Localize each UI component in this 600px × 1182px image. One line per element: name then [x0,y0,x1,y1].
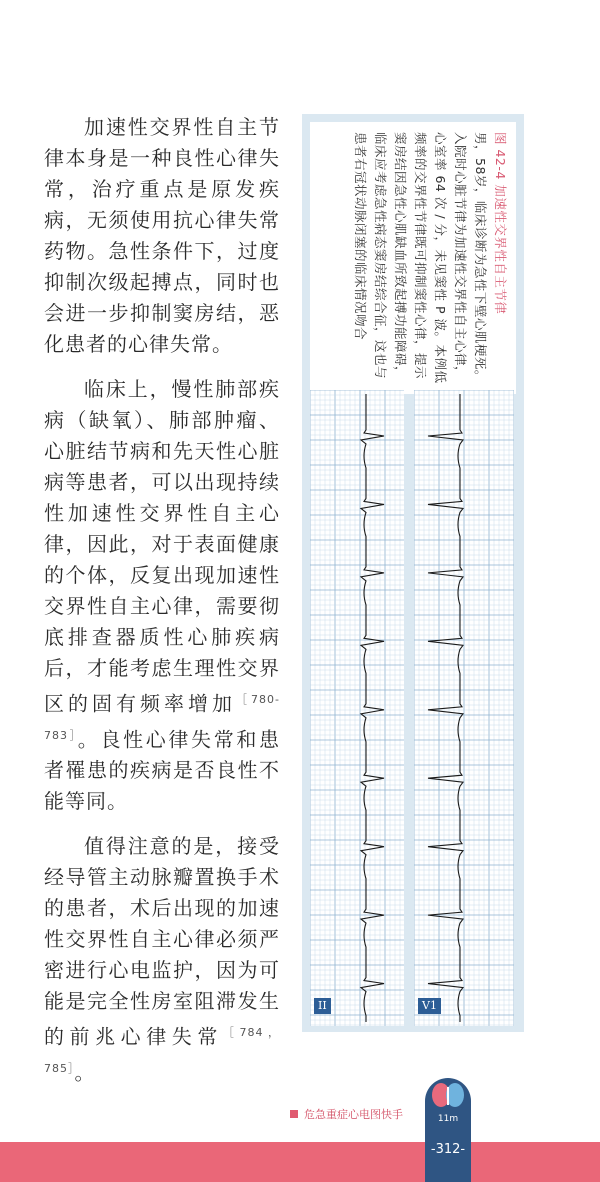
page-number-tab [425,1078,471,1182]
figure-caption [310,122,516,394]
brand-label: 11m [437,1114,459,1124]
ecg-strip-lead-v1 [414,390,514,1026]
butterfly-logo-icon [431,1081,465,1111]
body-text [44,112,280,1103]
ecg-lead-ii-trace [310,390,404,1026]
lead-label-v1: V1 [418,998,441,1014]
book-title-footer [290,1106,403,1122]
paragraph-3-tail: 。 [74,1060,96,1085]
paragraph-3-text: 值得注意的是，接受经导管主动脉瓣置换手术的患者，术后出现的加速性交界性自主心律必须严密进行心电监护，因为可能是完全性房室阻滞发生的前兆心律失常 [44,834,280,1049]
paragraph-2 [44,374,280,817]
reference-780-783[interactable]: ［780-783］ [44,693,280,742]
page-number: -312- [430,1142,466,1157]
paragraph-2-tail: 。良性心律失常和患者罹患的疾病是否良性不能等同。 [44,727,280,814]
ecg-strip-lead-ii [310,390,404,1026]
paragraph-1 [44,112,280,360]
figure-description: 男，58岁，临床诊断为急性下壁心肌梗死。入院时心脏节律为加速性交界性自主心律，心室率 64 次 / 分，未见窦性 P 波。本例低频率的交界性节律既可抑制窦性心律，提示窦房结因急性心肌缺血所致起搏功能障碍，临床应考虑急性病态窦房结综合征，这也与患者右冠状动脉闭塞的临床情况吻合 [353,132,488,384]
figure-caption-box [310,122,516,394]
paragraph-3 [44,831,280,1088]
footer-square-icon [290,1110,298,1118]
book-title: 危急重症心电图快手 [304,1108,403,1121]
ecg-lead-v1-trace [414,390,514,1026]
figure-title: 图 42-4 加速性交界性自主节律 [493,132,508,315]
paragraph-1-text: 加速性交界性自主节律本身是一种良性心律失常，治疗重点是原发疾病，无须使用抗心律失常药物。急性条件下，过度抑制次级起搏点，同时也会进一步抑制窦房结，恶化患者的心律失常。 [44,115,280,356]
figure-42-4-panel [302,114,524,1032]
lead-label-ii: II [314,998,331,1014]
footer-bar [0,1142,600,1182]
paragraph-2-text: 临床上，慢性肺部疾病（缺氧）、肺部肿瘤、心脏结节病和先天性心脏病等患者，可以出现持续性加速性交界性自主心律，因此，对于表面健康的个体，反复出现加速性交界性自主心律，需要彻底排查器质性心肺疾病后，才能考虑生理性交界区的固有频率增加 [44,377,280,716]
reference-784-785[interactable]: ［784，785］ [44,1026,280,1075]
